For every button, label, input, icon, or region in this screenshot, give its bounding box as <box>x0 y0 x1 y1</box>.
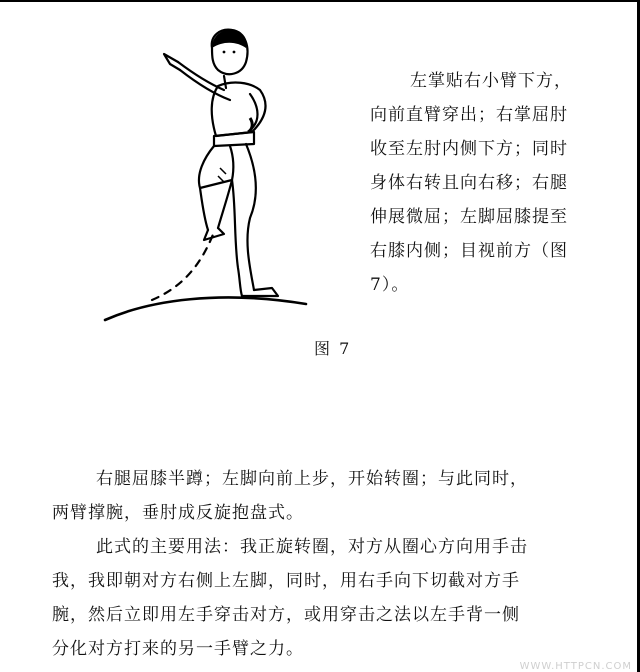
site-watermark: WWW.HTTPCN.COM <box>519 661 632 672</box>
side-text-line: 身体右转且向右移；右腿 <box>370 173 568 193</box>
body-text-line: 右腿屈膝半蹲；左脚向前上步，开始转圈；与此同时， <box>96 469 528 489</box>
figure-caption: 图 7 <box>314 339 352 358</box>
side-text-line: 伸展微屈；左脚屈膝提至 <box>370 207 568 227</box>
figure-drawing <box>100 18 310 338</box>
side-text-line: 右膝内侧；目视前方（图 <box>370 241 568 261</box>
body-text-line: 两臂撑腕，垂肘成反旋抱盘式。 <box>52 503 304 523</box>
side-text-line: 向前直臂穿出；右掌屈肘 <box>370 105 568 125</box>
body-text-line: 分化对方打来的另一手臂之力。 <box>52 639 304 659</box>
body-paragraphs <box>52 462 622 666</box>
side-text-line: 左掌贴右小臂下方， <box>410 71 572 91</box>
page-border-top <box>0 0 640 2</box>
side-text-line: 收至左肘内侧下方；同时 <box>370 139 568 159</box>
side-paragraph <box>370 64 632 302</box>
body-text-line: 腕，然后立即用左手穿击对方，或用穿击之法以左手背一侧 <box>52 605 520 625</box>
martial-arts-illustration <box>100 18 310 338</box>
body-text-line: 此式的主要用法：我正旋转圈，对方从圈心方向用手击 <box>96 537 528 557</box>
side-text-line: 7）。 <box>370 275 410 295</box>
body-text-line: 我，我即朝对方右侧上左脚，同时，用右手向下切截对方手 <box>52 571 520 591</box>
